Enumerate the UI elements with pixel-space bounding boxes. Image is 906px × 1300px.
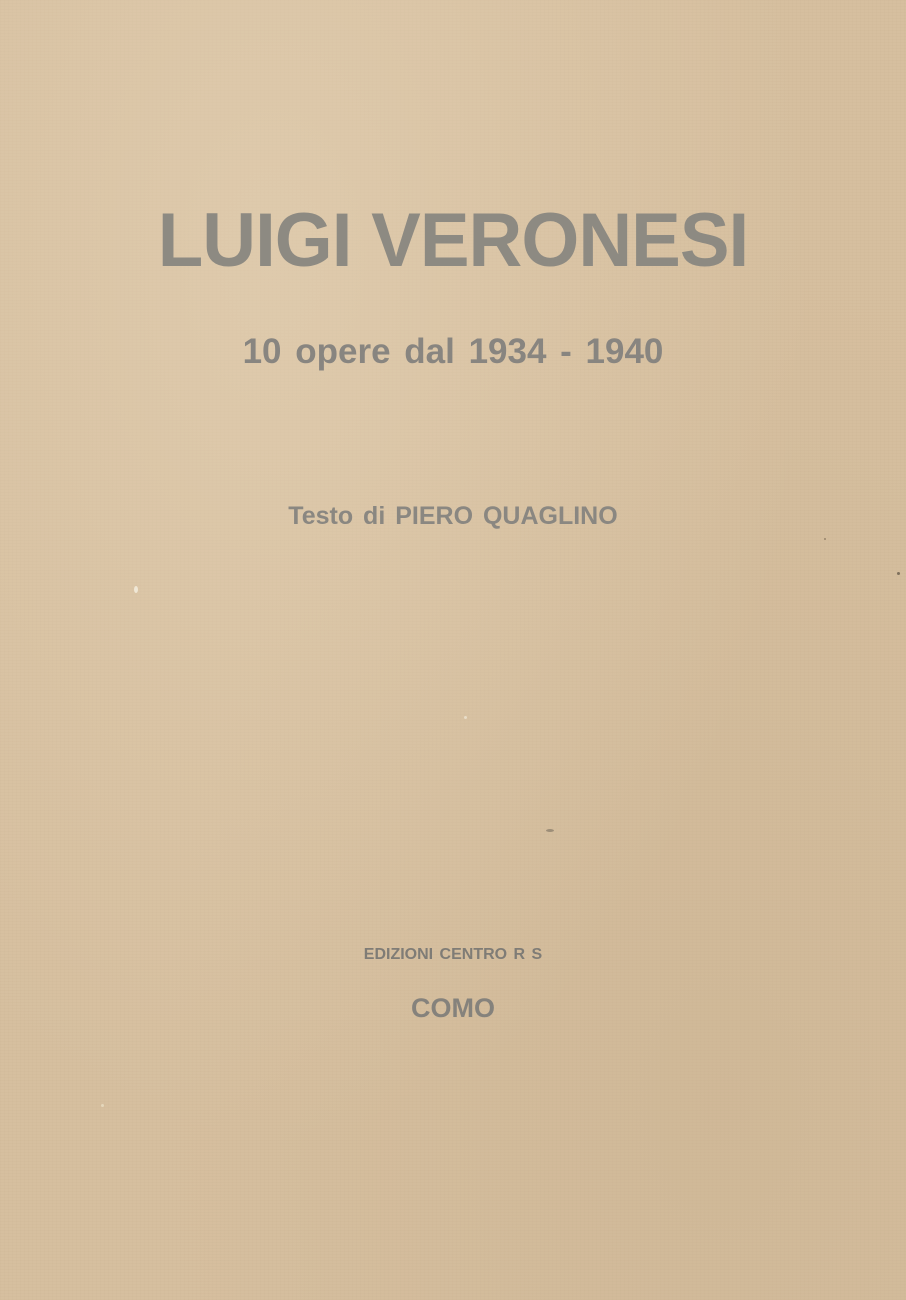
paper-speck	[134, 586, 138, 593]
paper-speck	[824, 538, 826, 540]
paper-speck	[897, 572, 900, 575]
publisher: EDIZIONI CENTRO R S	[363, 946, 543, 963]
text-credit: Testo di PIERO QUAGLINO	[288, 502, 618, 530]
paper-speck	[464, 716, 467, 719]
paper-speck	[101, 1104, 104, 1107]
city: COMO	[411, 993, 495, 1023]
author-name: LUIGI VERONESI	[157, 198, 749, 283]
paper-speck	[546, 829, 554, 832]
subtitle: 10 opere dal 1934 - 1940	[242, 332, 664, 371]
